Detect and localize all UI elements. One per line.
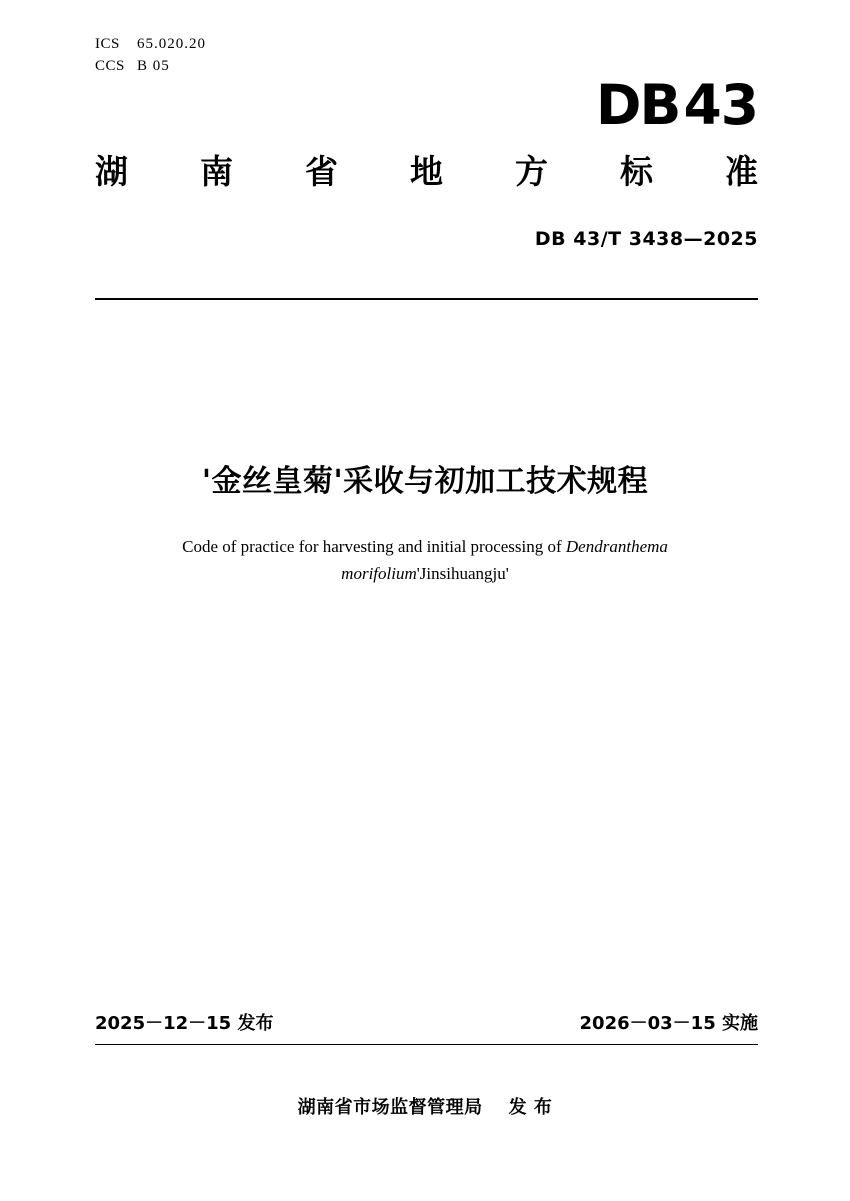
publisher-action: 发 布	[508, 1097, 553, 1118]
english-title-species: morifolium	[341, 564, 417, 583]
standard-mark-db: DB	[595, 73, 680, 137]
issue-date: 2025－12－15 发布	[95, 1013, 274, 1034]
header-divider	[95, 298, 758, 300]
ics-label: ICS	[95, 36, 120, 52]
province-char-2: 南	[200, 152, 233, 191]
ccs-row	[95, 55, 206, 77]
standard-number: DB 43/T 3438—2025	[534, 228, 758, 250]
province-char-6: 标	[620, 152, 653, 191]
province-char-5: 方	[515, 152, 548, 191]
province-char-1: 湖	[95, 152, 128, 191]
classification-block	[95, 33, 206, 77]
ccs-label: CCS	[95, 58, 125, 74]
standard-title-line	[95, 152, 758, 192]
document-title-english	[150, 533, 700, 587]
english-title-genus: Dendranthema	[565, 537, 668, 556]
publisher-name: 湖南省市场监督管理局	[297, 1097, 483, 1118]
ics-value: 65.020.20	[137, 36, 206, 52]
province-char-4: 地	[410, 152, 443, 191]
date-row	[95, 1011, 758, 1037]
document-title-chinese: '金丝皇菊'采收与初加工技术规程	[201, 464, 649, 499]
standard-mark-number: 43	[683, 73, 758, 137]
province-char-3: 省	[305, 152, 338, 191]
footer-divider	[95, 1044, 758, 1045]
publisher-line	[0, 1095, 850, 1121]
english-title-prefix: Code of practice for harvesting and initial processing of	[182, 537, 566, 556]
effective-date: 2026－03－15 实施	[579, 1013, 758, 1034]
ics-row	[95, 33, 206, 55]
ccs-value: B 05	[137, 58, 170, 74]
standard-mark	[595, 73, 758, 137]
english-title-cultivar: 'Jinsihuangju'	[416, 564, 509, 583]
province-char-7: 准	[725, 152, 758, 191]
